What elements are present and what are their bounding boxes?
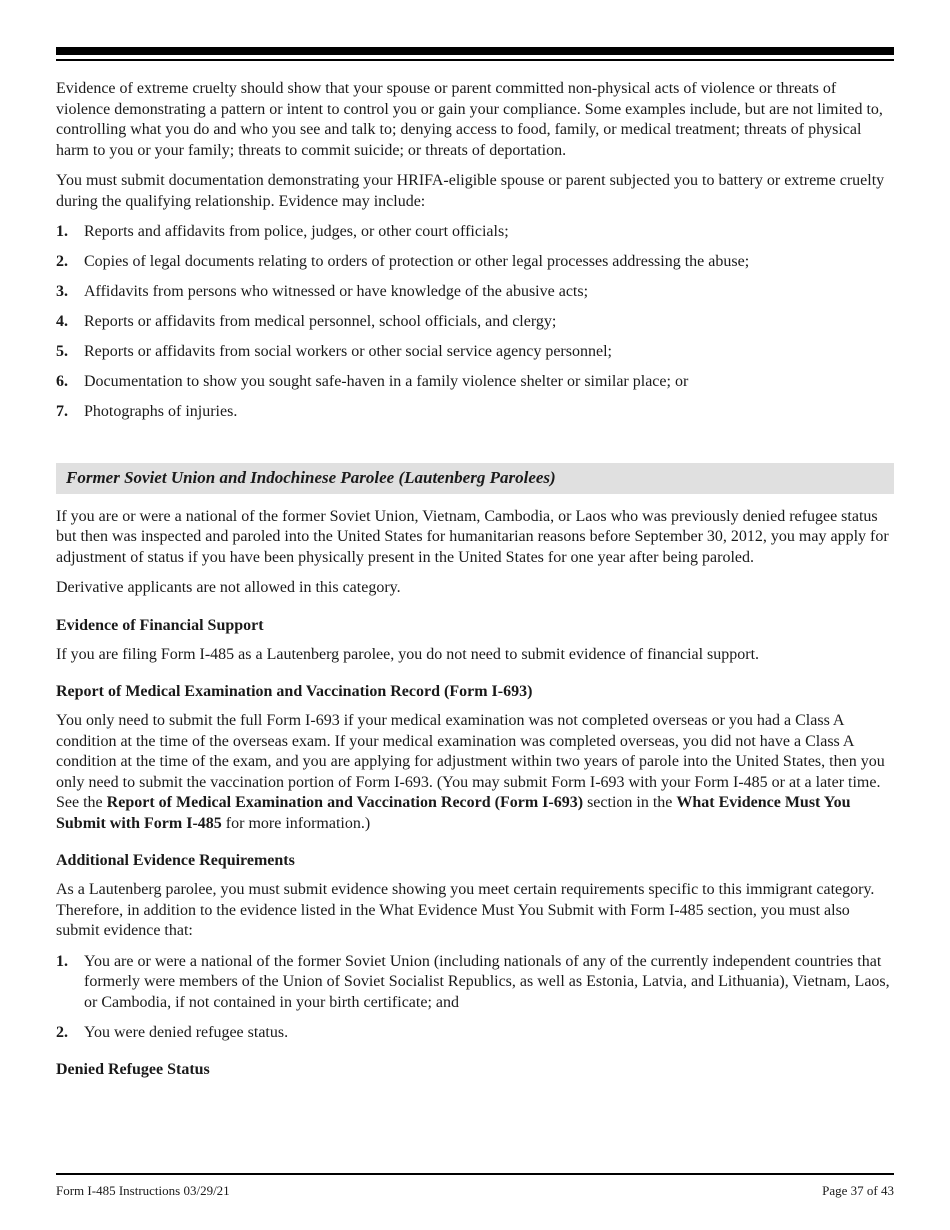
header-thin-rule xyxy=(56,59,894,61)
document-page xyxy=(56,0,894,1230)
intro-paragraph-2: You must submit documentation demonstrating your HRIFA-eligible spouse or parent subjected you to battery or extreme cruelty during the qualifying relationship. Evidence may include: xyxy=(56,172,885,210)
list-item: 2. Copies of legal documents relating to orders of protection or other legal processes addressing the abuse; xyxy=(56,253,750,270)
medical-form-reference: Report of Medical Examination and Vaccination Record (Form I-693) xyxy=(106,794,584,811)
list-item: 1. Reports and affidavits from police, judges, or other court officials; xyxy=(56,223,509,240)
header-thick-rule xyxy=(56,47,894,55)
list-item: 4. Reports or affidavits from medical personnel, school officials, and clergy; xyxy=(56,313,557,330)
medical-exam-heading: Report of Medical Examination and Vaccination Record (Form I-693) xyxy=(56,683,533,700)
list-item: 3. Affidavits from persons who witnessed or have knowledge of the abusive acts; xyxy=(56,283,589,300)
evidence-list xyxy=(56,222,894,423)
footer-rule xyxy=(56,1173,894,1175)
additional-evidence-list xyxy=(56,952,894,1044)
financial-support-heading: Evidence of Financial Support xyxy=(56,616,264,634)
footer-form-label: Form I-485 Instructions 03/29/21 xyxy=(56,1183,230,1198)
financial-support-text: If you are filing Form I-485 as a Lautenberg parolee, you do not need to submit evidence of financial support. xyxy=(56,645,760,663)
list-item: 2. You were denied refugee status. xyxy=(56,1023,289,1041)
list-item: 5. Reports or affidavits from social workers or other social service agency personnel; xyxy=(56,343,612,360)
list-item: 1. You are or were a national of the former Soviet Union (including nationals of any of the currently independent countries that formerly were members of the Union of Soviet Socialist Republics, as well as Estonia, Latvia, and Lithuania), Vietnam, Laos, or Cambodia, if not contained in your birth certificate; and xyxy=(56,952,890,1011)
section-paragraph-2: Derivative applicants are not allowed in this category. xyxy=(56,579,401,596)
additional-evidence-heading: Additional Evidence Requirements xyxy=(56,852,295,869)
list-item: 7. Photographs of injuries. xyxy=(56,403,238,420)
evidence-section-reference: What Evidence Must You Submit with Form I-485 xyxy=(56,794,851,832)
page-content xyxy=(56,79,894,1089)
medical-exam-text: You only need to submit the full Form I-693 if your medical examination was not completed overseas or you had a Class A condition at the time of the overseas exam. If your medical examination was completed overseas, you did not have a Class A condition at the time of the exam, and you are applying for adjustment within two years of parole into the United States, then you only need to submit the vaccination portion of Form I-693. (You may submit Form I-693 with your Form I-485 or at a later time. See the Report of Medical Examination and Vaccination Record (Form I-693) section in the What Evidence Must You Submit with Form I-485 for more information.) xyxy=(56,712,885,832)
section-title-lautenberg: Former Soviet Union and Indochinese Parolee (Lautenberg Parolees) xyxy=(56,463,894,494)
section-paragraph-1: If you are or were a national of the former Soviet Union, Vietnam, Cambodia, or Laos who was previously denied refugee status but then was inspected and paroled into the United States for humanitarian reasons before September 30, 2012, you may apply for adjustment of status if you have been physically present in the United States for one year after being paroled. xyxy=(56,507,889,566)
additional-evidence-text: As a Lautenberg parolee, you must submit evidence showing you meet certain requirements specific to this immigrant category. Therefore, in addition to the evidence listed in the What Evidence Must You Submit with Form I-485 section, you must also submit evidence that: xyxy=(56,881,875,939)
denied-refugee-heading: Denied Refugee Status xyxy=(56,1061,210,1078)
list-item: 6. Documentation to show you sought safe-haven in a family violence shelter or similar place; or xyxy=(56,373,689,390)
intro-paragraph-1: Evidence of extreme cruelty should show that your spouse or parent committed non-physical acts of violence or threats of violence demonstrating a pattern or intent to control you or gain your compliance. Some examples include, but are not limited to, controlling what you do and who you see and talk to; denying access to food, family, or medical treatment; threats of physical harm to you or your family; threats to commit suicide; or threats of deportation. xyxy=(56,80,883,159)
footer-page-number: Page 37 of 43 xyxy=(822,1183,894,1198)
